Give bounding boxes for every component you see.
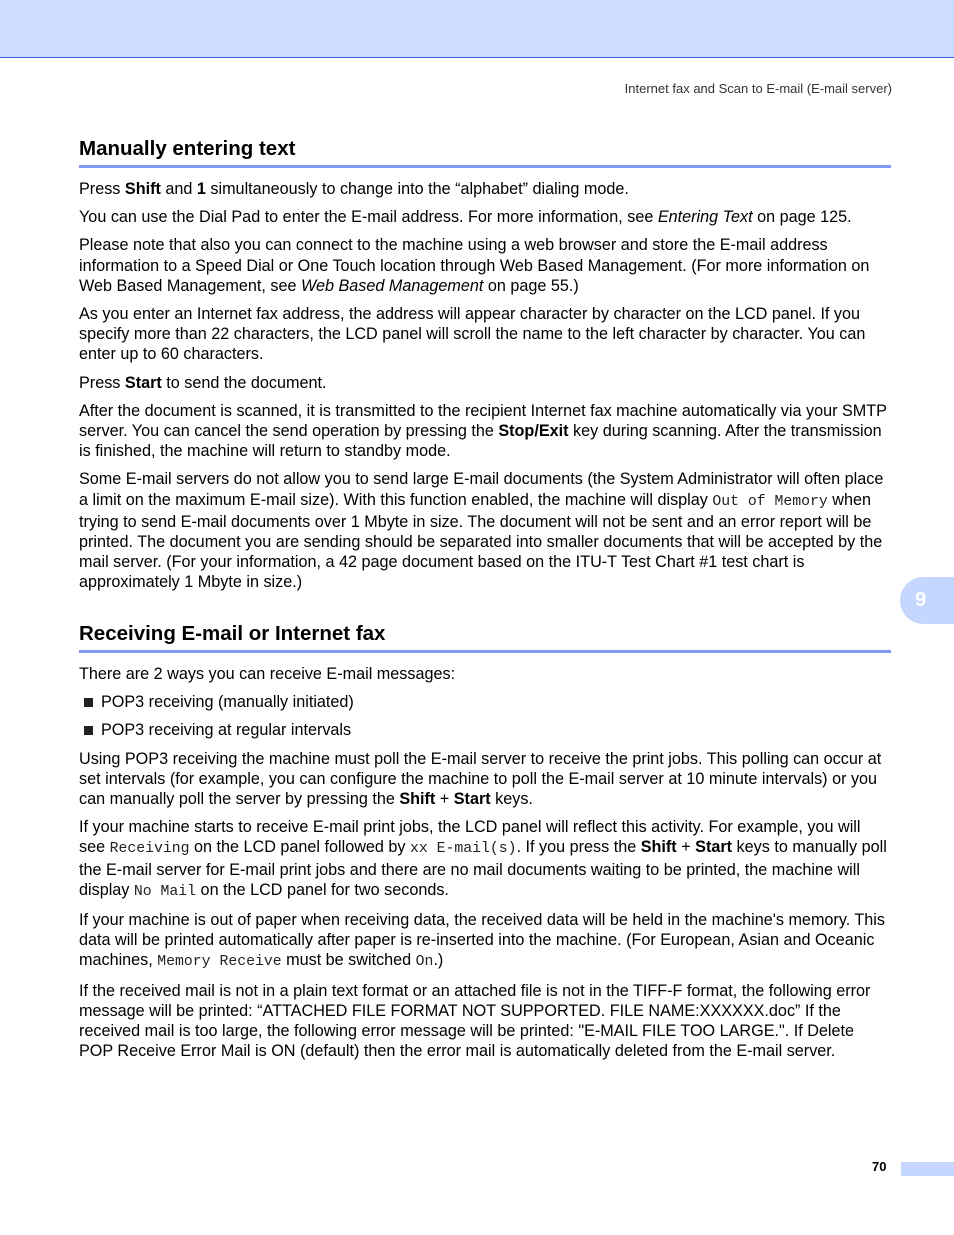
lcd-message: Out of Memory — [712, 493, 828, 510]
page-number-bar — [901, 1162, 954, 1176]
lcd-message: No Mail — [133, 883, 197, 900]
bullet-item: POP3 receiving at regular intervals — [79, 720, 891, 740]
cross-reference: Entering Text — [657, 208, 753, 227]
paragraph: Please note that also you can connect to the machine using a web browser and store the E-mail address information to a Speed Dial or One Touch location through Web Based Management. (For more information on Web Based Management, see Web Based Management on page 55.) — [79, 236, 870, 295]
heading-rule — [79, 165, 891, 168]
paragraph: Press Start to send the document. — [79, 373, 327, 392]
lcd-message: On — [415, 954, 434, 971]
section-receiving-email — [79, 622, 891, 1069]
page-number: 70 — [872, 1159, 887, 1174]
paragraph: Using POP3 receiving the machine must poll the E-mail server to receive the print jobs. This polling can occur at set intervals (for example, you can configure the machine to poll the E-mail server at 10 minute intervals) or you can manually poll the server by pressing the Shift + Start keys. — [79, 749, 882, 809]
lcd-message: xx E-mail(s) — [410, 841, 517, 858]
heading-rule — [79, 650, 891, 653]
lcd-message: Memory Receive — [157, 954, 282, 971]
paragraph: As you enter an Internet fax address, the address will appear character by character on the LCD panel. If you specify more than 22 characters, the LCD panel will scroll the name to the left character by character. You can enter up to 60 characters. — [79, 305, 866, 364]
lcd-message: Receiving — [109, 841, 190, 858]
section-heading: Receiving E-mail or Internet fax — [79, 622, 386, 645]
paragraph: If your machine starts to receive E-mail print jobs, the LCD panel will reflect this activity. For example, you will see Receiving on the LCD panel followed by xx E-mail(s). If you press the Shift + Start keys to manually poll the E-mail server for E-mail print jobs and there are no mail documents waiting to be printed, the machine will display No Mail on the LCD panel for two seconds. — [79, 818, 887, 900]
paragraph: Some E-mail servers do not allow you to send large E-mail documents (the System Administrator will often place a limit on the maximum E-mail size). With this function enabled, the machine will display Out of Memory when trying to send E-mail documents over 1 Mbyte in size. The document will not be sent and an error report will be printed. The document you are sending should be separated into smaller documents that will be accepted by the mail server. (For your information, a 42 page document based on the ITU-T Test Chart #1 test chart is approximately 1 Mbyte in size.) — [79, 470, 884, 592]
paragraph: Press Shift and 1 simultaneously to change into the “alphabet” dialing mode. — [79, 180, 629, 198]
paragraph: There are 2 ways you can receive E-mail messages: — [79, 665, 456, 683]
header-band — [0, 0, 954, 58]
paragraph: If your machine is out of paper when receiving data, the received data will be held in the machine's memory. This data will be printed automatically after paper is re-inserted into the machine. (For European, Asian and Oceanic machines, Memory Receive must be switched On.) — [79, 911, 885, 971]
paragraph: You can use the Dial Pad to enter the E-mail address. For more information, see Entering Text on page 125. — [79, 208, 852, 227]
bullet-item: POP3 receiving (manually initiated) — [79, 692, 891, 712]
cross-reference: Web Based Management — [300, 276, 484, 295]
paragraph: After the document is scanned, it is transmitted to the recipient Internet fax machine automatically via your SMTP server. You can cancel the send operation by pressing the Stop/Exit key during scanning. After the transmission is finished, the machine will return to standby mode. — [79, 401, 887, 461]
chapter-tab — [900, 577, 954, 624]
running-header: Internet fax and Scan to E-mail (E-mail server) — [624, 81, 892, 96]
section-manually-entering-text — [79, 137, 891, 601]
paragraph: If the received mail is not in a plain text format or an attached file is not in the TIFF-F format, the following error message will be printed: “ATTACHED FILE FORMAT NOT SUPPORTED. FILE NAME:XXXXXX.doc” If the received mail is too large, the following error message will be printed: "E-MAIL FILE TOO LARGE.". If Delete POP Receive Error Mail is ON (default) then the error mail is automatically deleted from the E-mail server. — [79, 981, 871, 1061]
chapter-number: 9 — [915, 589, 927, 611]
section-heading: Manually entering text — [79, 137, 296, 160]
